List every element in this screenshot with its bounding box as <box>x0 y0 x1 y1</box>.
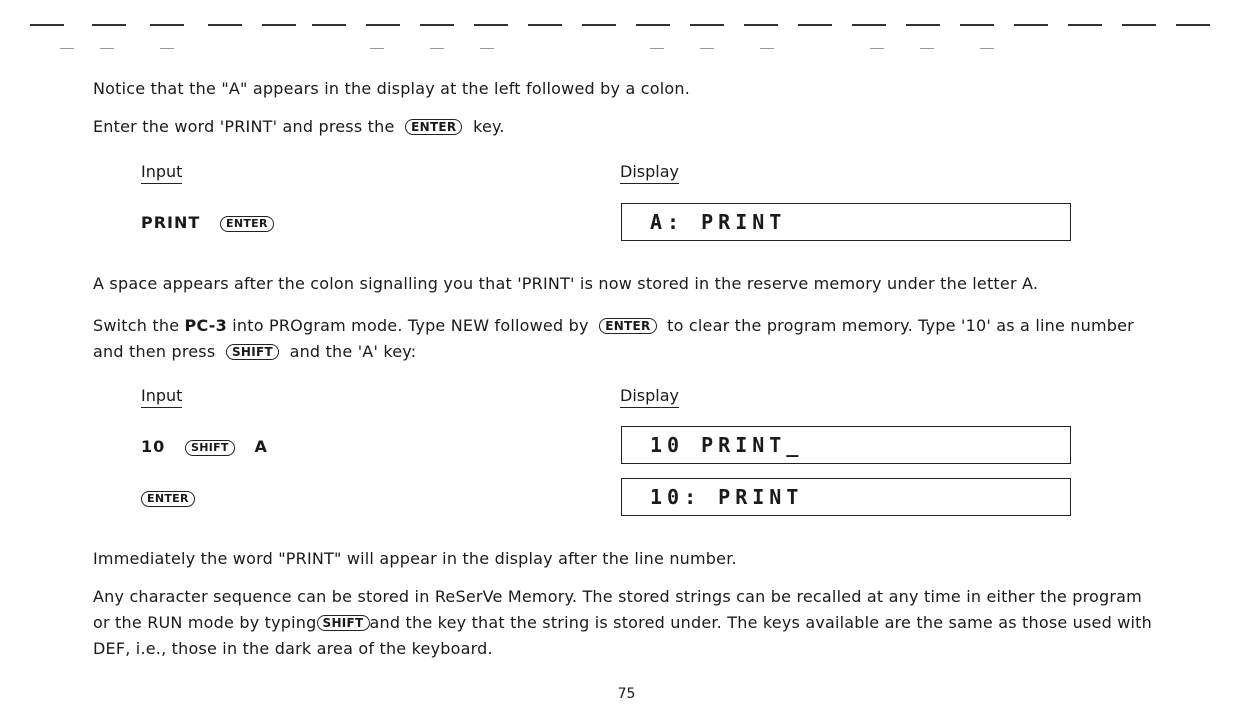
border-speck <box>700 48 714 49</box>
border-dash <box>528 24 562 26</box>
border-dash <box>744 24 778 26</box>
enter-key-icon: ENTER <box>220 216 274 232</box>
border-speck <box>480 48 494 49</box>
border-dash <box>366 24 400 26</box>
enter-key-icon: ENTER <box>141 491 195 507</box>
enter-key-icon: ENTER <box>405 119 462 135</box>
enter-key-icon: ENTER <box>599 318 656 334</box>
display-header: Display <box>620 386 679 408</box>
border-speck <box>980 48 994 49</box>
model-name: PC-3 <box>184 316 227 335</box>
paragraph-switch-line2 <box>93 339 416 365</box>
border-speck <box>160 48 174 49</box>
paragraph-text: and the key that the string is stored under. The keys available are the same as those used with <box>369 613 1152 632</box>
paragraph-text: and the 'A' key: <box>289 342 417 361</box>
example1-input <box>141 213 274 233</box>
border-dash <box>474 24 508 26</box>
paragraph-text: into PROgram mode. Type NEW followed by <box>232 316 589 335</box>
page-number: 75 <box>617 686 636 702</box>
display-header: Display <box>620 162 679 184</box>
border-speck <box>920 48 934 49</box>
lcd-display <box>621 426 1071 464</box>
border-dash <box>906 24 940 26</box>
border-speck <box>760 48 774 49</box>
example2-input-row2 <box>141 488 195 508</box>
paragraph-any-sequence-line1: Any character sequence can be stored in ReSerVe Memory. The stored strings can be recalled at any time in either the program <box>93 587 1142 606</box>
paragraph-any-sequence-line3: DEF, i.e., those in the dark area of the keyboard. <box>93 639 493 658</box>
border-dash <box>262 24 296 26</box>
border-speck <box>430 48 444 49</box>
paragraph-text: key. <box>473 117 505 136</box>
border-dash <box>852 24 886 26</box>
top-border-specks <box>40 48 1213 54</box>
border-speck <box>650 48 664 49</box>
paragraph-switch-line1 <box>93 313 1134 339</box>
border-dash <box>208 24 242 26</box>
border-speck <box>370 48 384 49</box>
shift-key-icon: SHIFT <box>317 615 370 631</box>
paragraph-text: to clear the program memory. Type '10' as a line number <box>667 316 1134 335</box>
paragraph-space-appears: A space appears after the colon signalling you that 'PRINT' is now stored in the reserve memory under the letter A. <box>93 274 1039 293</box>
input-text: A <box>254 437 268 456</box>
input-text: PRINT <box>141 213 201 232</box>
shift-key-icon: SHIFT <box>185 440 235 456</box>
display-text: A: PRINT <box>650 210 787 234</box>
border-dash <box>312 24 346 26</box>
border-dash <box>582 24 616 26</box>
input-header: Input <box>141 162 182 184</box>
paragraph-enter-word <box>93 114 505 140</box>
border-dash <box>1068 24 1102 26</box>
border-dash <box>420 24 454 26</box>
paragraph-immediately: Immediately the word "PRINT" will appear in the display after the line number. <box>93 549 737 568</box>
lcd-display <box>621 203 1071 241</box>
border-speck <box>100 48 114 49</box>
top-border-dashes <box>30 24 1233 28</box>
input-header: Input <box>141 386 182 408</box>
border-speck <box>60 48 74 49</box>
display-text: 10 PRINT_ <box>650 433 804 457</box>
lcd-display <box>621 478 1071 516</box>
border-dash <box>690 24 724 26</box>
border-dash <box>1122 24 1156 26</box>
border-dash <box>798 24 832 26</box>
paragraph-notice: Notice that the "A" appears in the display at the left followed by a colon. <box>93 79 690 98</box>
border-dash <box>150 24 184 26</box>
border-dash <box>1014 24 1048 26</box>
shift-key-icon: SHIFT <box>226 344 279 360</box>
border-dash <box>92 24 126 26</box>
border-dash <box>30 24 64 26</box>
border-dash <box>1176 24 1210 26</box>
paragraph-text: Enter the word 'PRINT' and press the <box>93 117 395 136</box>
paragraph-any-sequence-line2 <box>93 610 1152 636</box>
example2-input-row1 <box>141 437 268 457</box>
display-text: 10: PRINT <box>650 485 804 509</box>
input-text: 10 <box>141 437 166 456</box>
border-speck <box>870 48 884 49</box>
border-dash <box>636 24 670 26</box>
paragraph-text: or the RUN mode by typing <box>93 613 317 632</box>
paragraph-text: Switch the <box>93 316 180 335</box>
border-dash <box>960 24 994 26</box>
paragraph-text: and then press <box>93 342 216 361</box>
